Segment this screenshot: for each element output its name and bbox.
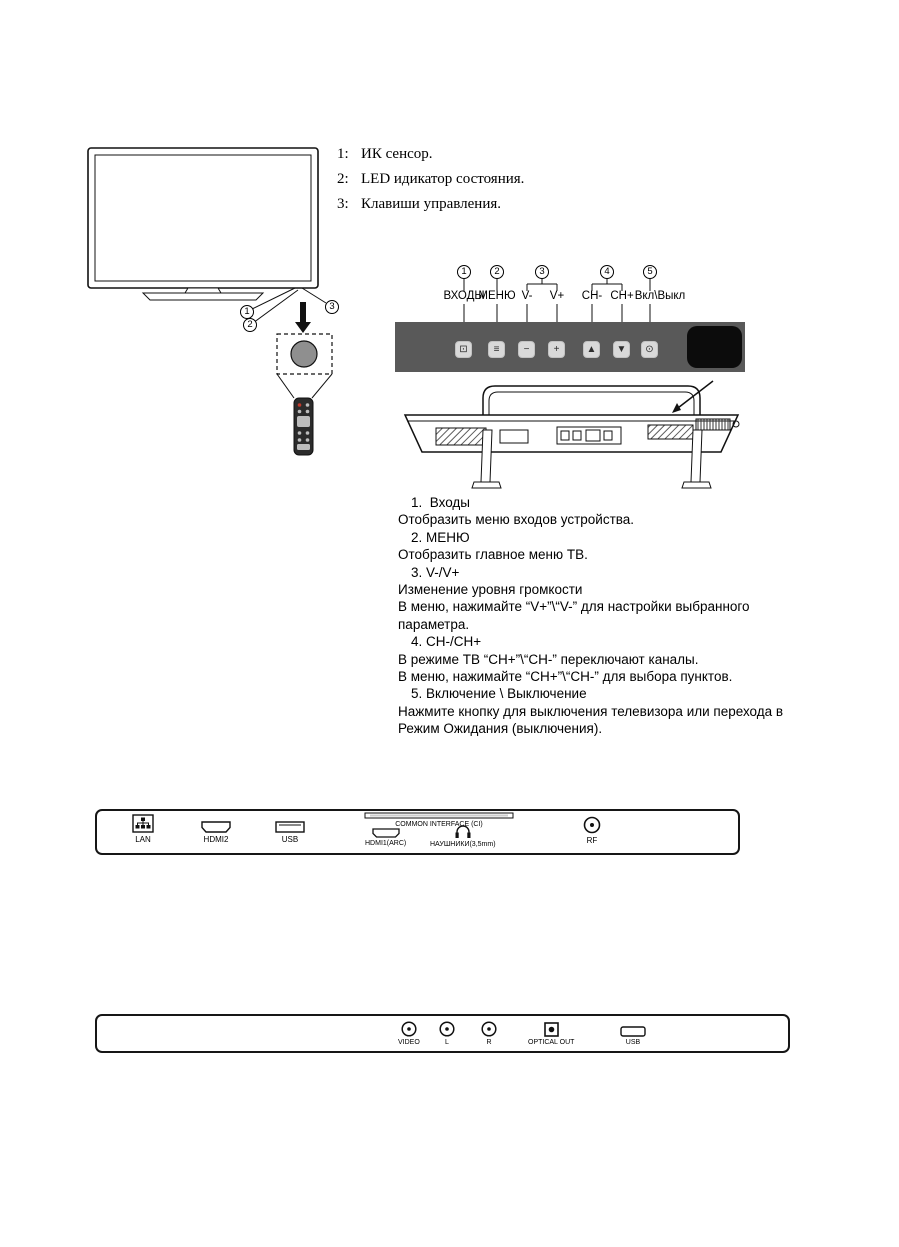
- legend-num: 2:: [337, 171, 349, 187]
- desc-line: параметра.: [398, 616, 470, 632]
- rca-video-icon: [401, 1021, 417, 1037]
- tv-front-diagram: [80, 142, 350, 462]
- hdmi2-icon: [201, 821, 231, 833]
- audio-l-port: [439, 1021, 455, 1046]
- video-port: [398, 1021, 420, 1046]
- ir-sensor-circle: [291, 341, 317, 367]
- inputs-button-icon: ⊡: [455, 341, 472, 358]
- down-arrow: [295, 302, 311, 333]
- tv-callout-2: 2: [243, 318, 257, 332]
- legend: [337, 146, 524, 221]
- optical-out-icon: [544, 1022, 559, 1037]
- headphones-icon: [454, 823, 472, 839]
- desc-line: В режиме ТВ “CH+”\“CH-” переключают каналы.: [398, 651, 699, 667]
- tv-callout-1: 1: [240, 305, 254, 319]
- tv-callout-3: 3: [325, 300, 339, 314]
- desc-line: В меню, нажимайте “CH+”\“CH-” для выбора пунктов.: [398, 669, 733, 685]
- rf-port: [583, 816, 601, 845]
- hdmi1-icon: [372, 828, 400, 838]
- cp-label-ch-down: CH-: [581, 290, 603, 302]
- side-ports-panel: [95, 1014, 790, 1053]
- usb-rear-port: [275, 821, 305, 844]
- panel-location-arrowhead: [672, 403, 681, 413]
- cp-label-ch-up: CH+: [610, 290, 634, 302]
- rca-right-icon: [481, 1021, 497, 1037]
- tv-stand-base: [143, 293, 263, 300]
- desc-line: 3. V-/V+: [411, 564, 460, 580]
- legend-num: 3:: [337, 196, 349, 212]
- legend-text: Клавиши управления.: [361, 196, 502, 212]
- audio-r-port: [481, 1021, 497, 1046]
- cp-callout-4: 4: [600, 265, 614, 279]
- usb-side-port: [620, 1026, 646, 1046]
- legend-item-3: [337, 196, 524, 213]
- cp-callout-1: 1: [457, 265, 471, 279]
- optical-out-port: [528, 1022, 574, 1046]
- legend-num: 1:: [337, 146, 349, 162]
- audio-l-label: L: [445, 1039, 449, 1046]
- common-interface-label: COMMON INTERFACE (CI): [395, 821, 483, 828]
- hdmi2-port: [201, 821, 231, 844]
- stand-foot-right: [682, 482, 711, 488]
- rca-left-icon: [439, 1021, 455, 1037]
- desc-line: В меню, нажимайте “V+”\“V-” для настройки выбранного: [398, 599, 750, 615]
- projection-line-left: [277, 374, 294, 398]
- power-button-icon: ⊙: [641, 341, 658, 358]
- headphones-label: НАУШНИКИ(3,5mm): [430, 841, 496, 848]
- ir-receiver-window: [687, 326, 742, 368]
- cp-label-inputs: ВХОДЫ: [443, 290, 485, 302]
- stand-leg-right: [691, 430, 702, 482]
- button-descriptions: [398, 494, 783, 738]
- desc-line: 2. МЕНЮ: [411, 529, 470, 545]
- hdmi1-label: HDMI1(ARC): [365, 840, 407, 847]
- lan-icon: [132, 814, 154, 833]
- tv-outer-frame: [88, 148, 318, 288]
- desc-line: Нажмите кнопку для выключения телевизора или перехода в: [398, 703, 784, 719]
- desc-line: Отобразить меню входов устройства.: [398, 512, 635, 528]
- legend-text: ИК сенсор.: [361, 146, 433, 162]
- rf-icon: [583, 816, 601, 834]
- common-interface-slot: [364, 812, 514, 819]
- desc-line: 5. Включение \ Выключение: [411, 686, 587, 702]
- cp-callout-3: 3: [535, 265, 549, 279]
- ch-up-button-icon: ▼: [613, 341, 630, 358]
- headphones-port: [430, 823, 496, 848]
- cp-callout-5: 5: [643, 265, 657, 279]
- hdmi1-port: [365, 828, 406, 847]
- cp-label-power: Вкл\Выкл: [634, 290, 686, 302]
- desc-line: 4. CH-/CH+: [411, 634, 482, 650]
- control-panel-bar: [395, 322, 745, 372]
- lan-port: [132, 814, 154, 844]
- rf-label: RF: [586, 836, 598, 845]
- cp-label-menu: МЕНЮ: [478, 290, 516, 302]
- legend-text: LED идикатор состояния.: [361, 171, 525, 187]
- video-label: VIDEO: [398, 1039, 420, 1046]
- desc-line: 1. Входы: [411, 495, 471, 510]
- vol-up-button-icon: +: [548, 341, 565, 358]
- ch-down-button-icon: ▲: [583, 341, 600, 358]
- cp-label-vol-down: V-: [521, 290, 533, 302]
- desc-line: Режим Ожидания (выключения).: [398, 721, 603, 737]
- audio-r-label: R: [486, 1039, 492, 1046]
- cp-label-vol-up: V+: [549, 290, 565, 302]
- tv-stand-neck: [185, 288, 221, 293]
- rear-connector-block-right: [648, 425, 693, 439]
- cp-callout-2: 2: [490, 265, 504, 279]
- callout-line-3: [302, 288, 326, 303]
- projection-line-right: [312, 374, 332, 398]
- vol-down-button-icon: −: [518, 341, 535, 358]
- hdmi2-label: HDMI2: [203, 835, 229, 844]
- stand-leg-left: [481, 430, 492, 482]
- optical-out-label: OPTICAL OUT: [528, 1039, 575, 1046]
- legend-item-2: [337, 171, 524, 188]
- usb-side-label: USB: [625, 1039, 641, 1046]
- usb-rear-label: USB: [281, 835, 299, 844]
- rear-vent: [696, 419, 730, 430]
- desc-line: Изменение уровня громкости: [398, 582, 583, 598]
- tv-rear-diagram: [400, 378, 760, 496]
- rear-connector-block-left: [436, 428, 486, 445]
- rear-ports-panel: [95, 809, 740, 855]
- usb-icon: [275, 821, 305, 833]
- usb-side-icon: [620, 1026, 646, 1037]
- lan-label: LAN: [135, 835, 151, 844]
- legend-item-1: [337, 146, 524, 163]
- menu-button-icon: ≡: [488, 341, 505, 358]
- stand-foot-left: [472, 482, 501, 488]
- desc-line: Отобразить главное меню ТВ.: [398, 547, 588, 563]
